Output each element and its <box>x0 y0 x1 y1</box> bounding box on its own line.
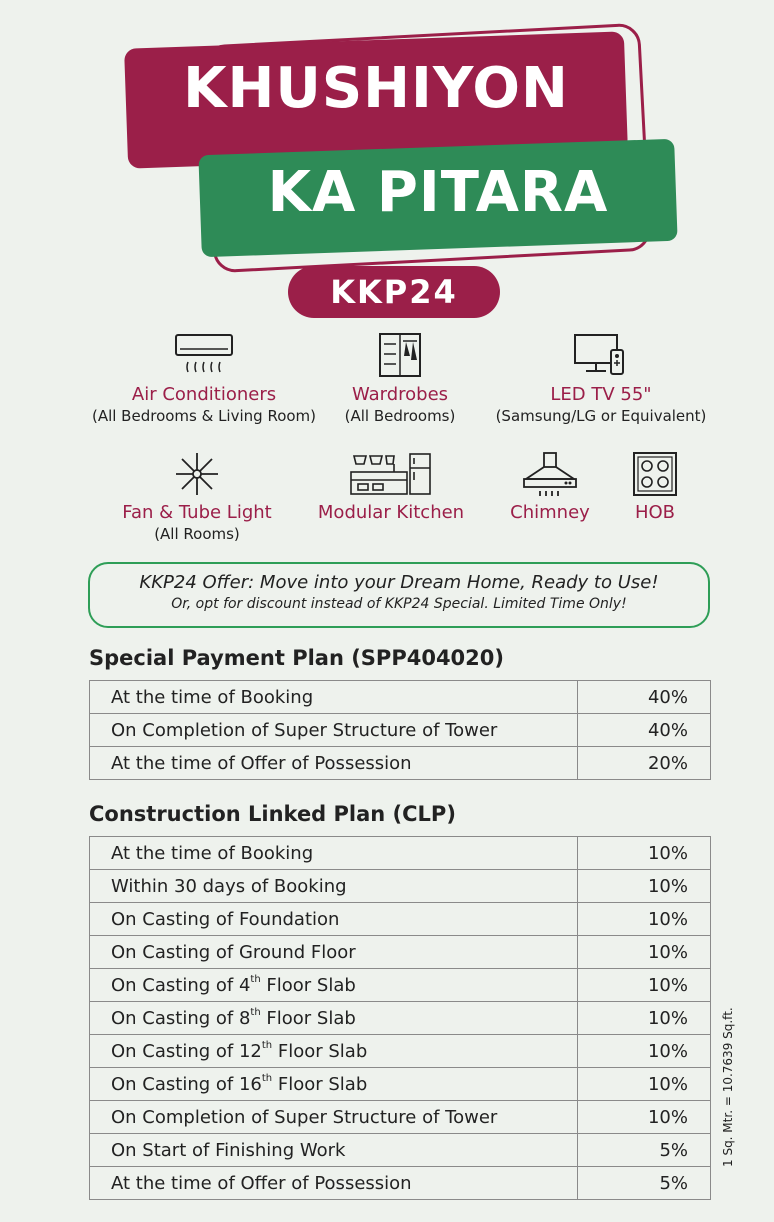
stage-text: Floor Slab <box>272 1074 368 1095</box>
fan-icon <box>172 450 222 498</box>
percent-cell: 5% <box>578 1167 711 1200</box>
table-row <box>90 1101 711 1134</box>
amenity-name: Modular Kitchen <box>317 502 465 523</box>
clp-title: Construction Linked Plan (CLP) <box>89 802 456 826</box>
table-row <box>90 714 711 747</box>
stage-cell: On Casting of Foundation <box>90 903 578 936</box>
table-row <box>90 1167 711 1200</box>
stage-text: On Casting of 12 <box>111 1041 262 1062</box>
stage-text: On Casting of 4 <box>111 975 251 996</box>
stage-text: Floor Slab <box>260 975 356 996</box>
stage-text: On Casting of 8 <box>111 1008 251 1029</box>
amenity-sub: (All Rooms) <box>154 525 240 543</box>
banner-title-line2: KA PITARA <box>267 160 609 225</box>
banner-title-line1: KHUSHIYON <box>183 56 569 121</box>
amenity-hob <box>620 450 690 524</box>
percent-cell: 40% <box>578 714 711 747</box>
amenity-name: Wardrobes <box>351 384 449 405</box>
table-row <box>90 1068 711 1101</box>
offer-box <box>88 562 710 628</box>
stage-cell: On Casting of Ground Floor <box>90 936 578 969</box>
amenity-name: LED TV 55" <box>550 384 652 405</box>
unit-conversion-note: 1 Sq. Mtr. = 10.7639 Sq.ft. <box>721 1007 735 1167</box>
amenity-modular-kitchen <box>310 450 472 524</box>
percent-cell: 10% <box>578 1068 711 1101</box>
amenity-name: Air Conditioners <box>131 384 277 405</box>
amenity-air-conditioners <box>86 332 322 426</box>
percent-cell: 10% <box>578 1035 711 1068</box>
stage-cell <box>90 1035 578 1068</box>
stage-cell <box>90 1068 578 1101</box>
table-row <box>90 870 711 903</box>
percent-cell: 5% <box>578 1134 711 1167</box>
offer-main-text: KKP24 Offer: Move into your Dream Home, Ready to Use! <box>139 572 659 593</box>
special-plan-title: Special Payment Plan (SPP404020) <box>89 646 504 670</box>
percent-cell: 40% <box>578 681 711 714</box>
stage-cell: At the time of Offer of Possession <box>90 747 578 780</box>
table-row <box>90 747 711 780</box>
stage-cell: At the time of Offer of Possession <box>90 1167 578 1200</box>
stage-cell: At the time of Booking <box>90 681 578 714</box>
amenity-name: Fan & Tube Light <box>122 502 272 523</box>
amenity-chimney <box>500 450 600 524</box>
stage-cell: On Completion of Super Structure of Tower <box>90 1101 578 1134</box>
percent-cell: 10% <box>578 969 711 1002</box>
percent-cell: 20% <box>578 747 711 780</box>
table-row <box>90 1002 711 1035</box>
kkp24-badge: KKP24 <box>288 266 500 318</box>
amenity-wardrobes <box>336 332 464 426</box>
hob-icon <box>631 450 679 498</box>
stage-cell: On Completion of Super Structure of Tower <box>90 714 578 747</box>
chimney-icon <box>520 450 580 498</box>
table-row <box>90 969 711 1002</box>
stage-cell: At the time of Booking <box>90 837 578 870</box>
percent-cell: 10% <box>578 936 711 969</box>
table-row <box>90 903 711 936</box>
offer-sub-text: Or, opt for discount instead of KKP24 Special. Limited Time Only! <box>171 596 627 612</box>
ordinal-suffix: th <box>261 1040 273 1051</box>
stage-cell <box>90 969 578 1002</box>
amenity-sub: (Samsung/LG or Equivalent) <box>495 407 707 425</box>
stage-cell: Within 30 days of Booking <box>90 870 578 903</box>
table-row <box>90 936 711 969</box>
ordinal-suffix: th <box>250 974 261 985</box>
table-row <box>90 681 711 714</box>
stage-text: On Casting of 16 <box>111 1074 262 1095</box>
tv-icon <box>573 332 629 378</box>
amenity-name: HOB <box>634 502 676 523</box>
amenity-sub: (All Bedrooms & Living Room) <box>91 407 317 425</box>
stage-cell: On Start of Finishing Work <box>90 1134 578 1167</box>
kitchen-icon <box>348 450 434 498</box>
percent-cell: 10% <box>578 1002 711 1035</box>
percent-cell: 10% <box>578 903 711 936</box>
stage-text: Floor Slab <box>260 1008 356 1029</box>
ordinal-suffix: th <box>250 1007 261 1018</box>
amenity-sub: (All Bedrooms) <box>344 407 456 425</box>
ordinal-suffix: th <box>261 1073 273 1084</box>
amenity-fan-tube-light <box>110 450 284 544</box>
percent-cell: 10% <box>578 837 711 870</box>
amenity-name: Chimney <box>510 502 590 523</box>
stage-cell <box>90 1002 578 1035</box>
air-conditioner-icon <box>174 332 234 378</box>
table-row <box>90 1035 711 1068</box>
percent-cell: 10% <box>578 1101 711 1134</box>
wardrobe-icon <box>377 332 423 378</box>
table-row <box>90 837 711 870</box>
special-plan-table <box>89 680 711 780</box>
stage-text: Floor Slab <box>272 1041 368 1062</box>
amenity-led-tv <box>486 332 716 426</box>
table-row <box>90 1134 711 1167</box>
clp-table <box>89 836 711 1200</box>
percent-cell: 10% <box>578 870 711 903</box>
